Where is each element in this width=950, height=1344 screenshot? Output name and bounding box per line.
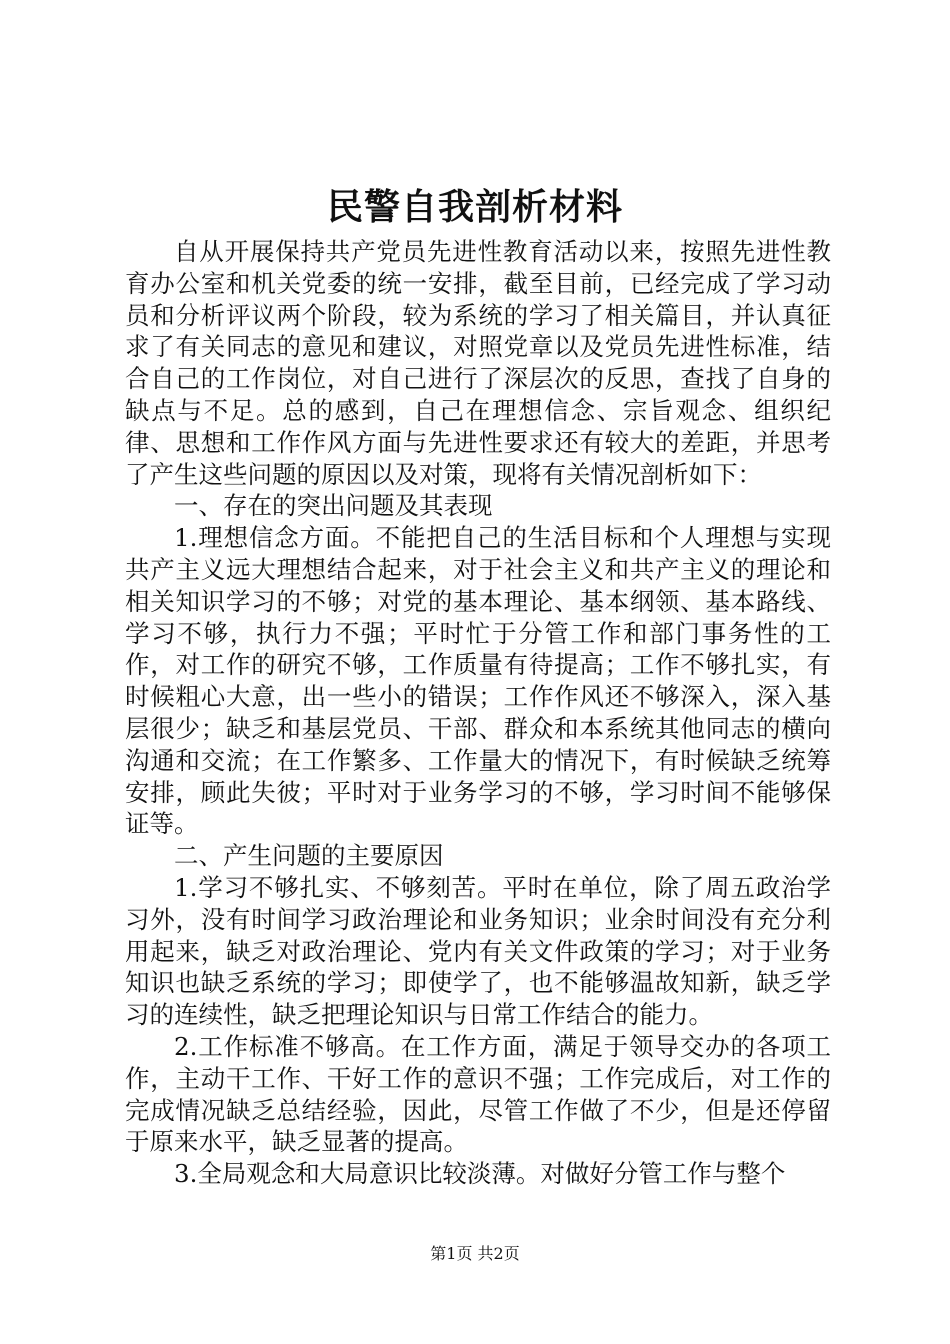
document-body: [125, 236, 831, 1190]
section-heading-problems: 一、存在的突出问题及其表现: [174, 491, 493, 521]
paragraph-study: 1.学习不够扎实、不够刻苦。平时在单位，除了周五政治学习外，没有时间学习政治理论和业务知识；业余时间没有充分利用起来，缺乏对政治理论、党内有关文件政策的学习；对于业务知识也缺乏系统的学习；即使学了，也不能够温故知新，缺乏学习的连续性，缺乏把理论知识与日常工作结合的能力。: [125, 872, 831, 1030]
intro-paragraph: 自从开展保持共产党员先进性教育活动以来，按照先进性教育办公室和机关党委的统一安排，截至目前，已经完成了学习动员和分析评议两个阶段，较为系统的学习了相关篇目，并认真征求了有关同志的意见和建议，对照党章以及党员先进性标准，结合自己的工作岗位，对自己进行了深层次的反思，查找了自身的缺点与不足。总的感到，自己在理想信念、宗旨观念、组织纪律、思想和工作作风方面与先进性要求还有较大的差距，并思考了产生这些问题的原因以及对策，现将有关情况剖析如下：: [125, 237, 831, 489]
paragraph-overall-view: 3.全局观念和大局意识比较淡薄。对做好分管工作与整个: [174, 1159, 786, 1189]
section-heading-causes: 二、产生问题的主要原因: [174, 841, 444, 871]
paragraph-ideals: 1.理想信念方面。不能把自己的生活目标和个人理想与实现共产主义远大理想结合起来，对于社会主义和共产主义的理论和相关知识学习的不够；对党的基本理论、基本纲领、基本路线、学习不够，执行力不强；平时忙于分管工作和部门事务性的工作，对工作的研究不够，工作质量有待提高；工作不够扎实，有时候粗心大意，出一些小的错误；工作作风还不够深入，深入基层很少；缺乏和基层党员、干部、群众和本系统其他同志的横向沟通和交流；在工作繁多、工作量大的情况下，有时候缺乏统筹安排，顾此失彼；平时对于业务学习的不够，学习时间不能够保证等。: [125, 523, 831, 839]
page-number: 第1页 共2页: [430, 1244, 520, 1263]
paragraph-work-standard: 2.工作标准不够高。在工作方面，满足于领导交办的各项工作，主动干工作、干好工作的意识不强；工作完成后，对工作的完成情况缺乏总结经验，因此，尽管工作做了不少，但是还停留于原来水平，缺乏显著的提高。: [125, 1031, 831, 1157]
document-title: 民警自我剖析材料: [326, 187, 623, 228]
